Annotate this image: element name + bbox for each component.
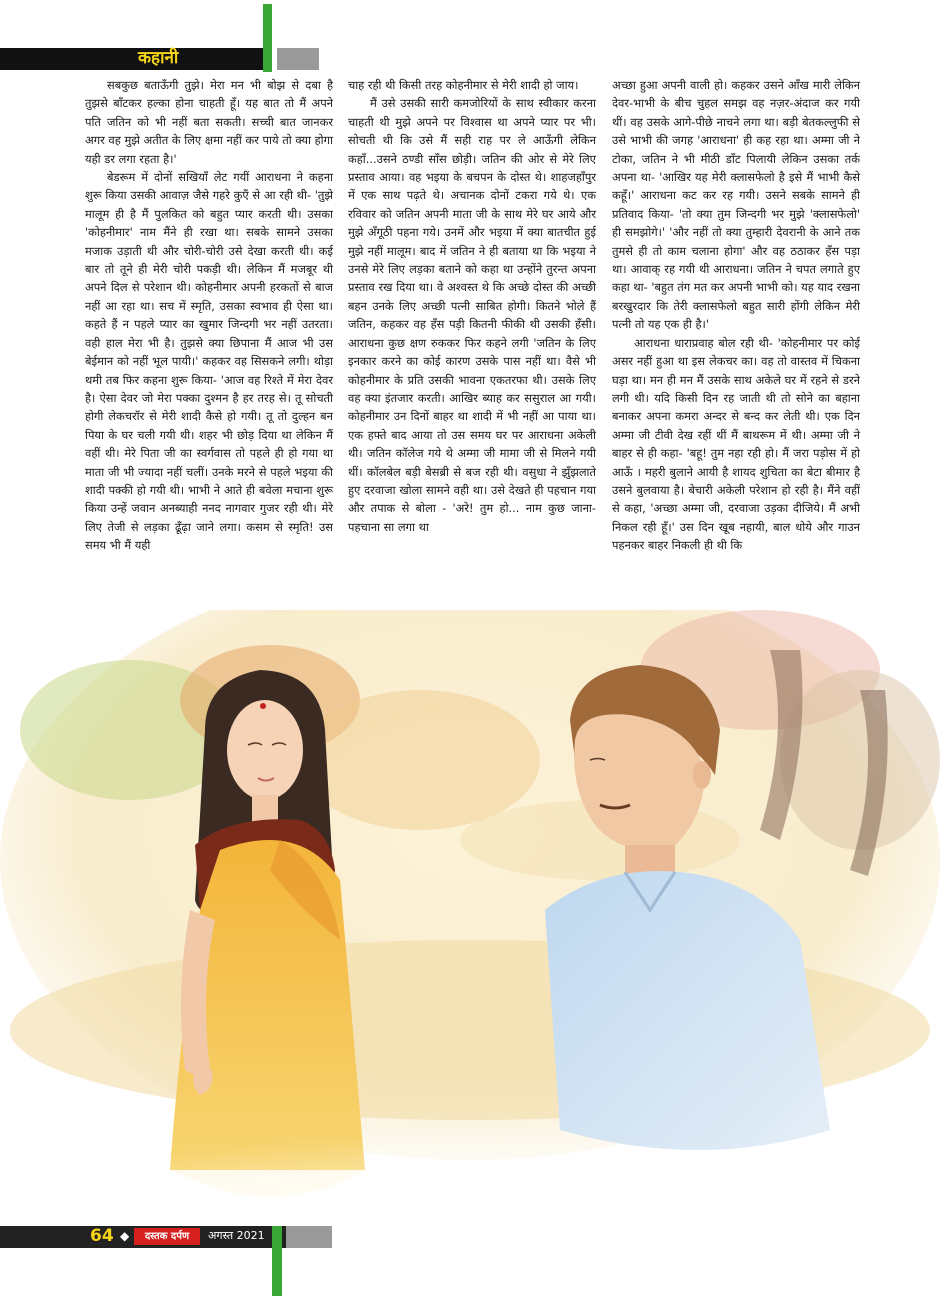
story-illustration <box>0 610 945 1260</box>
paragraph: आराधना धाराप्रवाह बोल रही थी- 'कोहनीमार पर कोई असर नहीं हुआ था इस लेकचर का। वह तो वास्तव में चिकना घड़ा था। मन ही मन मैं उसके साथ अकेले घर में रहने से डरने लगी थी। यदि किसी दिन रह जाती थी तो सोने का बहाना बनाकर अपना कमरा अन्दर से बन्द कर लेती थी। एक दिन अम्मा जी टीवी देख रहीं थीं मैं बाथरूम में थी। अम्मा जी ने बाहर से ही कहा- 'बहू! तुम नहा रही हो। मैं जरा पड़ोस में हो आऊँ । महरी बुलाने आयी है शायद शुचिता का बेटा बीमार है उसने बुलवाया है। बेचारी अकेली परेशान हो रही है। मैंने वहीं से कहा, 'अच्छा अम्मा जी, दरवाजा उड़का दीजिये। मैं अभी निकल रही हूँ।' उस दिन खूब नहायी, बाल धोये और गाउन पहनकर बाहर निकली ही थी कि <box>612 335 860 553</box>
paragraph: चाह रही थी किसी तरह कोहनीमार से मेरी शादी हो जाय। <box>348 78 579 92</box>
paragraph: सबकुछ बताऊँगी तुझे। मेरा मन भी बोझ से दबा है तुझसे बाँटकर हल्का होना चाहती हूँ। यह बात तो मैं अपने पति जतिन को भी नहीं बता सकती। सच्ची बात जानकर अगर वह मुझे अतीत के लिए क्षमा नहीं कर पाये तो क्या होगा यही डर लगा रहता है।' <box>85 78 333 166</box>
section-label: कहानी <box>138 48 179 68</box>
separator-diamond-icon: ◆ <box>120 1229 130 1243</box>
text-column-2 <box>348 76 596 536</box>
text-column-3 <box>612 76 860 555</box>
header-green-accent <box>263 4 272 72</box>
paragraph: बेडरूम में दोनों सखियाँ लेट गयीं आराधना ने कहना शुरू किया उसकी आवाज़ जैसे गहरे कुएँ से आ रही थी- 'तुझे मालूम ही है मैं पुलकित को बहुत प्यार करती थी। उसका 'कोहनीमार' नाम मैंने ही रखा था। सबके सामने उसका मजाक उड़ाती थी और चोरी-चोरी उसे देखा करती थी। कई बार तो तूने ही मेरी चोरी पकड़ी थी। लेकिन मैं मजबूर थी अपने दिल से परेशान थी। कोहनीमार अपनी हरकतों से बाज नहीं आ रहा था। सच में स्मृति, उसका स्वभाव ही ऐसा था। कहते हैं न पहले प्यार का खुमार जिन्दगी भर नहीं उतरता। वही हाल मेरा भी है। तुझसे क्या छिपाना मैं आज भी उस बेईमान को नहीं भूल पायी।' कहकर वह सिसकने लगी। थोड़ा थमी तब फिर कहना शुरू किया- 'आज वह रिश्ते में मेरा देवर है। ऐसा देवर जो मेरा पक्का दुश्मन है हर तरह से। तू सोचती होगी लेकचरॉर से मेरी शादी कैसे हो गयी। तू तो दुल्हन बन पिया के घर चली गयी थी। शहर भी छोड़ दिया था लेकिन मैं वहीं थी। मेरे पिता जी का स्वर्गवास तो पहले ही हो गया था माता जी भी ज्यादा नहीं चलीं। उनके मरने से पहले भइया की शादी पक्की हो गयी थी। भाभी ने आते ही बवेला मचाना शुरू किया उन्हें जवान अनब्याही ननद नागवार गुजर रही थी। मेरे लिए तेजी से लड़का ढूँढ़ा जाने लगा। कसम से स्मृति! उस समय भी मैं यही <box>85 170 333 553</box>
paragraph: अच्छा हुआ अपनी वाली हो। कहकर उसने आँख मारी लेकिन देवर-भाभी के बीच चुहल समझ वह नज़र-अंदाज कर गयी थीं। वह उसके आगे-पीछे नाचने लगा था। बड़ी बेतकल्लुफी से उसे भाभी की जगह 'आराधना' ही कह रहा था। अम्मा जी ने टोका, जतिन ने भी मीठी डाँट पिलायी लेकिन उसका तर्क अपना था- 'आखिर यह मेरी क्लासफेलो है इसे मैं भाभी कैसे कहूँ।' आराधना कट कर रह गयी। उसने सबके सामने ही प्रतिवाद किया- 'तो क्या तुम जिन्दगी भर मुझे 'क्लासफेलो' ही समझोगे।' 'और नहीं तो क्या तुम्हारी देवरानी के आने तक तुमसे ही तो काम चलाना होगा' और वह ठठाकर हँस पड़ा था। आवाक् रह गयी थी आराधना। जतिन ने चपत लगाते हुए कहा था- 'बहुत तंग मत कर अपनी भाभी को। यह याद रखना बरखुरदार कि तेरी क्लासफेलो बहुत सारी होंगी लेकिन मेरी पत्नी तो यह एक ही है।' <box>612 78 860 332</box>
issue-date: अगस्त 2021 <box>208 1229 265 1242</box>
footer-green-accent <box>272 1226 282 1296</box>
magazine-logo: दस्तक दर्पण <box>134 1228 200 1245</box>
header-gray-accent <box>277 48 319 70</box>
page-number: 64 <box>90 1226 114 1246</box>
text-column-1 <box>85 76 333 555</box>
section-header-bar <box>0 48 268 70</box>
paragraph: मैं उसे उसकी सारी कमजोरियों के साथ स्वीकार करना चाहती थी मुझे अपने पर विश्वास था अपने प्यार पर भी। सोचती थी कि उसे मैं सही राह पर ले आऊँगी लेकिन कहाँ...उसने ठण्डी साँस छोड़ी। जतिन की ओर से मेरे लिए प्रस्ताव आया। वह भइया के बचपन के दोस्त थे। शाहजहाँपुर में एक साथ पढ़ते थे। अचानक दोनों टकरा गये थे। एक रविवार को जतिन अपनी माता जी के साथ मेरे घर आये और मुझे अँगूठी पहना गये। उनमें और भइया में क्या बातचीत हुई मुझे नहीं मालूम। बाद में जतिन ने ही बताया था कि भइया ने उनसे मेरे लिए लड़का बताने को कहा था उन्होंने तुरन्त अपना प्रस्ताव रख दिया था। वे अश्वस्त थे कि अच्छे दोस्त की अच्छी बहन उनके लिए अच्छी पत्नी साबित होगी। कितने भोले हैं जतिन, कहकर वह हँस पड़ी कितनी फीकी थी उसकी हँसी। आराधना कुछ क्षण रुककर फिर कहने लगी 'जतिन के लिए इनकार करने का कोई कारण उसके पास नहीं था। वैसे भी कोहनीमार के प्रति उसकी भावना एकतरफा थी। उसके लिए वह क्या इंतजार करती। आखिर ब्याह कर ससुराल आ गयी। कोहनीमार उन दिनों बाहर था शादी में भी नहीं आ पाया था। एक हफ्ते बाद आया तो उस समय घर पर आराधना अकेली थी। जतिन कॉलेज गये थे अम्मा जी मामा जी से मिलने गयी थीं। कॉलबेल बड़ी बेसब्री से बज रही थी। वसुधा ने झुँझलाते हुए दरवाजा खोला सामने वही था। उसे देखते ही पहचान गया और तपाक से बोला - 'अरे! तुम हो... नाम कुछ जाना-पहचाना सा लगा था <box>348 96 596 534</box>
footer-gray-accent <box>286 1226 332 1248</box>
